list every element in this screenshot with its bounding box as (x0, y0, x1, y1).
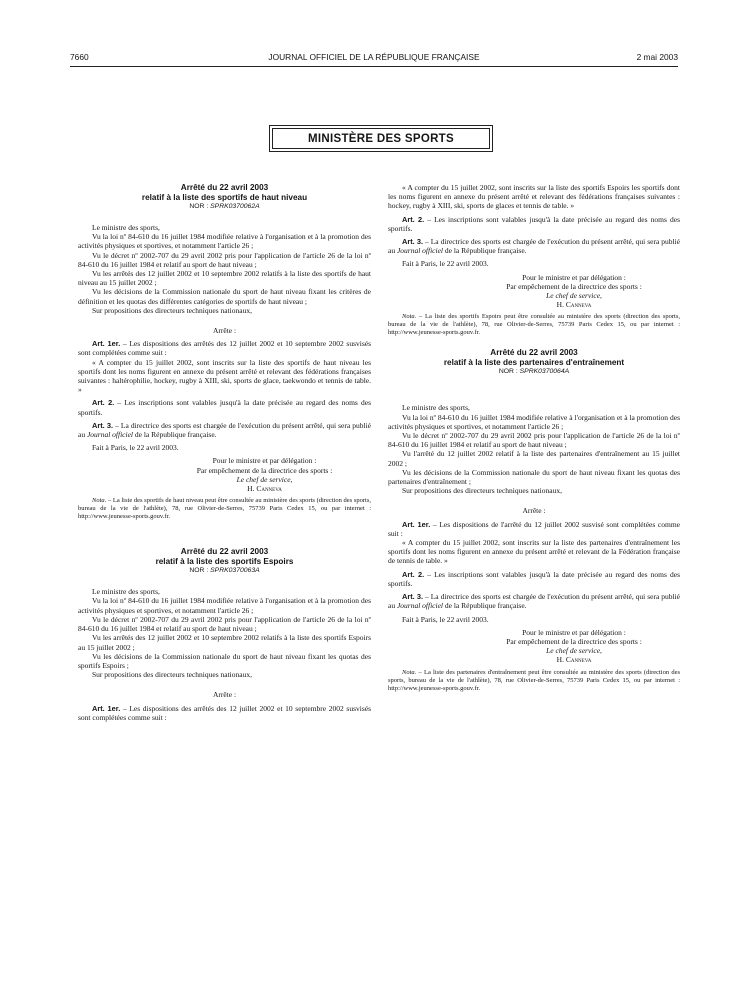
nor-label: NOR : (189, 567, 211, 575)
journal-officiel: Journal officiel (396, 601, 444, 611)
article-2: Art. 2. – Les inscriptions sont valables jusqu'à la date précisée au regard des noms des sportifs. (78, 398, 371, 417)
nor-code: SPRK0370063A (210, 567, 260, 575)
nor-code: SPRK0370062A (210, 203, 260, 210)
article-1: Art. 1er. – Les dispositions des arrêtés des 12 juillet 2002 et 10 septembre 2002 susvisés sont complétées comme suit : (78, 339, 371, 358)
signature-line: Pour le ministre et par délégation : (522, 627, 626, 637)
visa: Vu les décisions de la Commission nationale du sport de haut niveau fixant les quotas des partenaires d'entraînement ; (388, 467, 680, 487)
article-label: Art. 1er. (402, 519, 431, 529)
nota: Nota. – La liste des sportifs Espoirs peut être consultée au ministère des sports (direction des sports, bureau de la vie de l'athlète), 78, rue Olivier-de-Serres, 75739 Paris Cedex 15, ou par internet : http://www.jeunesse-sports.gouv.fr. (388, 313, 680, 337)
visa: Vu les arrêtés des 12 juillet 2002 et 10 septembre 2002 relatifs à la liste des sportifs Espoirs au 15 juillet 2002 ; (78, 633, 371, 652)
visa: Vu la loi nº 84-610 du 16 juillet 1984 modifiée relative à l'organisation et à la promotion des activités physiques et sportives, et notamment l'article 26 ; (78, 596, 371, 615)
article-3: Art. 3. – La directrice des sports est chargée de l'exécution du présent arrêté, qui sera publié au Journal officiel de la République française. (388, 592, 680, 611)
journal-officiel: Journal officiel (86, 430, 134, 440)
preamble: Le ministre des sports, (92, 587, 160, 597)
signature-role: Le chef de service, (546, 646, 602, 656)
article-1-quote: « A compter du 15 juillet 2002, sont inscrits sur la liste des sportifs Espoirs les sportifs dont les noms figurent en annexe du présent arrêté et relevant des fédérations françaises suivantes : hockey, rugby à XIII, ski, sports de glaces et tennis de table. » (388, 183, 680, 211)
article-label: Art. 3. (402, 237, 424, 247)
journal-title: JOURNAL OFFICIEL DE LA RÉPUBLIQUE FRANÇAISE (268, 52, 480, 62)
nota: Nota. – La liste des sportifs de haut niveau peut être consultée au ministère des sports (direction des sports, bureau de la vie de l'athlète), 78, rue Olivier-de-Serres, 75739 Paris Cedex 15, ou par internet : http://www.jeunesse-sports.gouv.fr. (78, 497, 371, 521)
journal-officiel: Journal officiel (396, 246, 444, 256)
signature-line: Pour le ministre et par délégation : (522, 272, 626, 282)
preamble: Le ministre des sports, (402, 403, 470, 413)
arrete-title: Arrêté du 22 avril 2003 (180, 183, 269, 192)
nota-label: Nota. (92, 497, 107, 505)
nor-code: SPRK0370064A (519, 368, 570, 376)
fait-a-paris: Fait à Paris, le 22 avril 2003. (92, 443, 179, 453)
article-1: Art. 1er. – Les dispositions des arrêtés des 12 juillet 2002 et 10 septembre 2002 susvisés sont complétées comme suit : (78, 703, 371, 722)
nota: Nota. – La liste des partenaires d'entraînement peut être consultée au ministère des sports (direction des sports, bureau de la vie de l'athlète), 78, rue Olivier-de-Serres, 75739 Paris Cedex 15, ou par internet : http://www.jeunesse-sports.gouv.fr. (388, 668, 680, 692)
article-label: Art. 2. (92, 398, 115, 408)
article-1-quote: « A compter du 15 juillet 2002, sont inscrits sur la liste des partenaires d'entraînement les sportifs dont les noms figurent en annexe du présent arrêté et relevant de la Fédération française de tennis de table. » (388, 538, 680, 566)
article-1: Art. 1er. – Les dispositions de l'arrêté du 12 juillet 2002 susvisé sont complétées comme suit : (388, 519, 680, 538)
ministry-title: MINISTÈRE DES SPORTS (272, 128, 490, 149)
arrete-heading: Arrête : (522, 506, 546, 516)
visa: Vu la loi nº 84-610 du 16 juillet 1984 modifiée relative à l'organisation et à la promotion des activités physiques et sportives, et notamment l'article 26 ; (78, 232, 371, 251)
arrete-haut-niveau (78, 183, 371, 521)
visa: Vu les décisions de la Commission nationale du sport de haut niveau fixant les critères de définition et les quotas des différentes catégories de sportifs de haut niveau ; (78, 287, 371, 306)
visa: Vu la loi nº 84-610 du 16 juillet 1984 modifiée relative à l'organisation et à la promotion des activités physiques et sportives, et notamment l'article 26 ; (388, 412, 680, 431)
preamble: Le ministre des sports, (92, 223, 160, 232)
visa: Sur propositions des directeurs techniques nationaux, (402, 486, 562, 496)
nota-label: Nota. (402, 313, 417, 321)
nor-reference (78, 202, 371, 212)
article-label: Art. 2. (402, 569, 425, 579)
article-label: Art. 3. (92, 420, 114, 430)
signature-line: Par empêchement de la directrice des sports : (506, 636, 642, 646)
article-3: Art. 3. – La directrice des sports est chargée de l'exécution du présent arrêté, qui sera publié au Journal officiel de la République française. (78, 420, 371, 440)
arrete-subject: relatif à la liste des sportifs Espoirs (155, 556, 294, 566)
signature-line: Par empêchement de la directrice des sports : (506, 281, 642, 291)
nor-label: NOR : (498, 368, 520, 376)
arrete-title: Arrêté du 22 avril 2003 (490, 348, 578, 358)
visa: Vu le décret nº 2002-707 du 29 avril 2002 pris pour l'application de l'article 26 de la loi nº 84-610 du 16 juillet 1984 et relatif au sport de haut niveau ; (388, 431, 680, 450)
right-column (388, 183, 680, 693)
signatory-name: H. Canneva (556, 300, 592, 310)
visa: Vu le décret nº 2002-707 du 29 avril 2002 pris pour l'application de l'article 26 de la loi nº 84-610 du 16 juillet 1984 et relatif au sport de haut niveau ; (78, 614, 371, 634)
arrete-title: Arrêté du 22 avril 2003 (180, 547, 269, 557)
fait-a-paris: Fait à Paris, le 22 avril 2003. (402, 259, 489, 269)
article-3: Art. 3. – La directrice des sports est chargée de l'exécution du présent arrêté, qui sera publié au Journal officiel de la République française. (388, 237, 680, 256)
article-2: Art. 2. – Les inscriptions sont valables jusqu'à la date précisée au regard des noms des sportifs. (388, 569, 680, 588)
arrete-heading: Arrête : (212, 690, 237, 700)
arrete-heading: Arrête : (212, 326, 237, 336)
signatory-name: H. Canneva (556, 655, 592, 665)
header-rule (70, 66, 678, 67)
visa: Vu les arrêtés des 12 juillet 2002 et 10 septembre 2002 relatifs à la liste des sportifs de haut niveau au 15 juillet 2002 ; (78, 269, 371, 288)
left-column (78, 183, 371, 722)
visa: Vu l'arrêté du 12 juillet 2002 relatif à la liste des partenaires d'entraînement au 15 juillet 2002 ; (388, 449, 680, 468)
signature-line: Par empêchement de la directrice des sports : (196, 465, 333, 475)
signature-role: Le chef de service, (546, 291, 602, 301)
arrete-espoirs-continued (388, 183, 680, 337)
article-2: Art. 2. – Les inscriptions sont valables jusqu'à la date précisée au regard des noms des sportifs. (388, 214, 680, 233)
arrete-partenaires (388, 348, 680, 692)
article-1-quote: « A compter du 15 juillet 2002, sont inscrits sur la liste des sportifs de haut niveau les sportifs dont les noms figurent en annexe du présent arrêté et relevant des fédérations françaises suivantes : haltérophilie, hockey, rugby à XIII, ski, sports de glace, taekwondo et tennis de table. » (78, 357, 371, 395)
signatory-name: H. Canneva (247, 484, 282, 494)
nor-reference (78, 566, 371, 576)
nor-reference (388, 367, 680, 377)
visa: Vu le décret nº 2002-707 du 29 avril 2002 pris pour l'application de l'article 26 de la loi nº 84-610 du 16 juillet 1984 et relatif au sport de haut niveau ; (78, 250, 371, 269)
article-label: Art. 1er. (92, 339, 121, 349)
ministry-box (269, 125, 493, 152)
arrete-subject: relatif à la liste des sportifs de haut niveau (141, 192, 308, 202)
nota-label: Nota. (402, 668, 417, 676)
article-label: Art. 1er. (92, 703, 121, 713)
arrete-subject: relatif à la liste des partenaires d'entraînement (443, 357, 625, 367)
signature-role: Le chef de service, (236, 474, 293, 484)
visa: Sur propositions des directeurs techniques nationaux, (92, 305, 252, 315)
page-number: 7660 (70, 52, 89, 62)
article-label: Art. 3. (402, 592, 424, 602)
fait-a-paris: Fait à Paris, le 22 avril 2003. (402, 614, 489, 624)
visa: Sur propositions des directeurs techniques nationaux, (92, 670, 252, 680)
nor-label: NOR : (189, 203, 211, 210)
arrete-espoirs (78, 547, 371, 722)
signature-line: Pour le ministre et par délégation : (212, 456, 317, 466)
issue-date: 2 mai 2003 (636, 52, 678, 62)
article-label: Art. 2. (402, 214, 425, 224)
visa: Vu les décisions de la Commission nationale du sport de haut niveau fixant les quotas des sportifs Espoirs ; (78, 651, 371, 670)
